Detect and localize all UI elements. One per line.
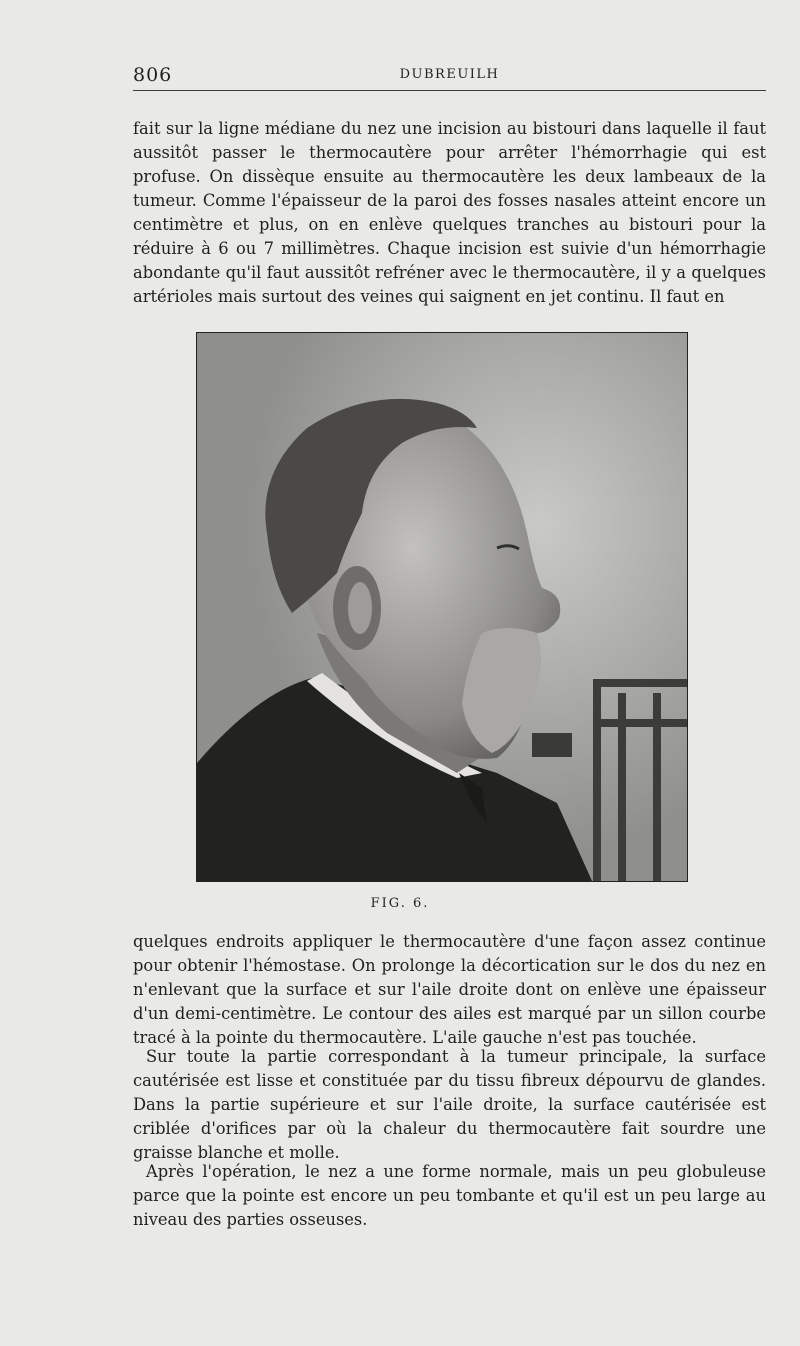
page-number: 806 — [133, 64, 173, 86]
figure-caption: FIG. 6. — [370, 896, 430, 911]
portrait-image — [197, 333, 687, 881]
page-header — [133, 60, 766, 91]
portrait-photograph — [196, 332, 688, 882]
paragraph-2: quelques endroits appliquer le thermocautère d'une façon assez continue pour obtenir l'hémostase. On prolonge la décortication sur le dos du nez en n'enlevant que la surface et sur l'aile droite dont on enlève une épaisseur d'un demi-centimètre. Le contour des ailes est marqué par un sillon courbe tracé à la pointe du thermocautère. L'aile gauche n'est pas touchée. — [133, 932, 766, 1047]
paragraph-4: Après l'opération, le nez a une forme normale, mais un peu globuleuse parce que la pointe est encore un peu tombante et qu'il est un peu large au niveau des parties osseuses. — [133, 1162, 766, 1229]
running-head: DUBREUILH — [399, 67, 500, 82]
paragraph-1: fait sur la ligne médiane du nez une incision au bistouri dans laquelle il faut aussitôt passer le thermocautère pour arrêter l'hémorrhagie qui est profuse. On dissèque ensuite au thermocautère les deux lambeaux de la tumeur. Comme l'épaisseur de la paroi des fosses nasales atteint encore un centimètre et plus, on en enlève quelques tranches au bistouri pour la réduire à 6 ou 7 millimètres. Chaque incision est suivie d'un hémorrhagie abondante qu'il faut aussitôt refréner avec le thermocautère, il y a quelques artérioles mais surtout des veines qui saignent en jet continu. Il faut en — [133, 119, 766, 306]
paragraph-3: Sur toute la partie correspondant à la tumeur principale, la surface cautérisée est lisse et constituée par du tissu fibreux dépourvu de glandes. Dans la partie supérieure et sur l'aile droite, la surface cautérisée est criblée d'orifices par où la chaleur du thermocautère fait sourdre une graisse blanche et molle. — [133, 1047, 766, 1162]
